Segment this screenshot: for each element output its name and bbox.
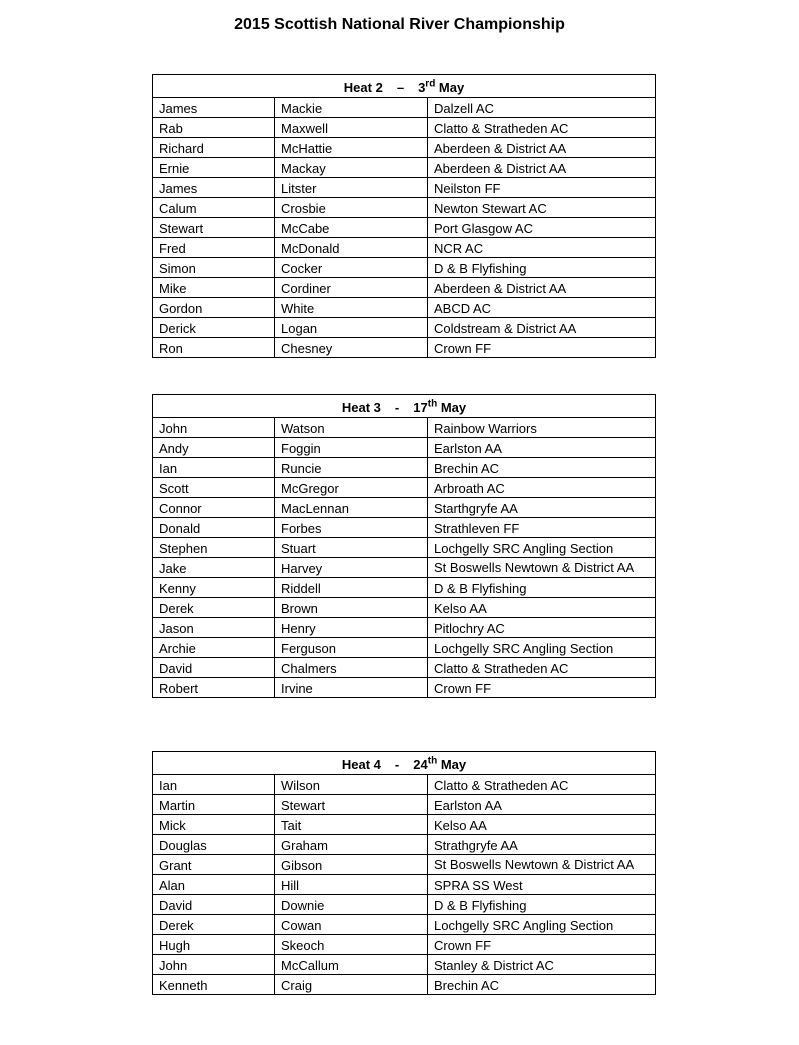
first-name-cell: Hugh: [153, 935, 275, 955]
table-row: [153, 338, 656, 358]
club-cell: Lochgelly SRC Angling Section: [428, 915, 656, 935]
table-row: [153, 278, 656, 298]
first-name-cell: Ian: [153, 775, 275, 795]
first-name-cell: Kenneth: [153, 975, 275, 995]
first-name-cell: Mike: [153, 278, 275, 298]
first-name-cell: Rab: [153, 118, 275, 138]
first-name-cell: James: [153, 98, 275, 118]
table-row: [153, 158, 656, 178]
surname-cell: McDonald: [275, 238, 428, 258]
table-row: [153, 178, 656, 198]
first-name-cell: Robert: [153, 678, 275, 698]
club-cell: Aberdeen & District AA: [428, 278, 656, 298]
first-name-cell: Derick: [153, 318, 275, 338]
first-name-cell: James: [153, 178, 275, 198]
first-name-cell: Mick: [153, 815, 275, 835]
first-name-cell: Grant: [153, 855, 275, 875]
table-row: [153, 538, 656, 558]
table-row: [153, 975, 656, 995]
first-name-cell: Kenny: [153, 578, 275, 598]
heat-header-row: [153, 395, 656, 418]
table-row: [153, 298, 656, 318]
table-row: [153, 198, 656, 218]
surname-cell: Watson: [275, 418, 428, 438]
heat-day: 24: [413, 757, 428, 772]
surname-cell: Harvey: [275, 558, 428, 578]
surname-cell: Forbes: [275, 518, 428, 538]
table-row: [153, 678, 656, 698]
table-row: [153, 875, 656, 895]
surname-cell: Stuart: [275, 538, 428, 558]
table-row: [153, 815, 656, 835]
table-row: [153, 258, 656, 278]
table-row: [153, 138, 656, 158]
first-name-cell: Jason: [153, 618, 275, 638]
surname-cell: Logan: [275, 318, 428, 338]
heat-day: 17: [413, 400, 428, 415]
surname-cell: Cordiner: [275, 278, 428, 298]
first-name-cell: Fred: [153, 238, 275, 258]
surname-cell: Cowan: [275, 915, 428, 935]
heat-month: May: [438, 80, 465, 95]
surname-cell: Skeoch: [275, 935, 428, 955]
heat-header-row: [153, 752, 656, 775]
club-cell: Pitlochry AC: [428, 618, 656, 638]
surname-cell: Runcie: [275, 458, 428, 478]
surname-cell: Graham: [275, 835, 428, 855]
first-name-cell: Martin: [153, 795, 275, 815]
table-row: [153, 98, 656, 118]
heat-day-ordinal: th: [427, 755, 438, 767]
table-row: [153, 498, 656, 518]
first-name-cell: John: [153, 955, 275, 975]
heat-separator: -: [394, 400, 400, 415]
heat-month: May: [440, 400, 467, 415]
table-row: [153, 835, 656, 855]
surname-cell: Litster: [275, 178, 428, 198]
table-row: [153, 578, 656, 598]
club-cell: Crown FF: [428, 338, 656, 358]
heat-header: [153, 395, 656, 418]
heat-month: May: [440, 757, 467, 772]
table-row: [153, 618, 656, 638]
surname-cell: White: [275, 298, 428, 318]
club-cell: Arbroath AC: [428, 478, 656, 498]
surname-cell: Foggin: [275, 438, 428, 458]
surname-cell: Irvine: [275, 678, 428, 698]
club-cell: Brechin AC: [428, 458, 656, 478]
table-row: [153, 795, 656, 815]
heat-day: 3: [418, 80, 426, 95]
surname-cell: Mackie: [275, 98, 428, 118]
first-name-cell: Derek: [153, 598, 275, 618]
club-cell: St Boswells Newtown & District AA: [428, 855, 656, 875]
surname-cell: Chesney: [275, 338, 428, 358]
surname-cell: Riddell: [275, 578, 428, 598]
club-cell: Starthgryfe AA: [428, 498, 656, 518]
club-cell: Clatto & Stratheden AC: [428, 118, 656, 138]
table-row: [153, 855, 656, 875]
club-cell: Crown FF: [428, 678, 656, 698]
club-cell: D & B Flyfishing: [428, 258, 656, 278]
club-cell: Crown FF: [428, 935, 656, 955]
surname-cell: Wilson: [275, 775, 428, 795]
club-cell: Clatto & Stratheden AC: [428, 658, 656, 678]
club-cell: Aberdeen & District AA: [428, 158, 656, 178]
table-row: [153, 915, 656, 935]
club-cell: Neilston FF: [428, 178, 656, 198]
first-name-cell: Simon: [153, 258, 275, 278]
surname-cell: Maxwell: [275, 118, 428, 138]
surname-cell: Craig: [275, 975, 428, 995]
first-name-cell: Scott: [153, 478, 275, 498]
table-row: [153, 218, 656, 238]
table-row: [153, 438, 656, 458]
first-name-cell: Stewart: [153, 218, 275, 238]
surname-cell: Crosbie: [275, 198, 428, 218]
heat-day-ordinal: th: [427, 398, 438, 410]
heat-header-row: [153, 75, 656, 98]
first-name-cell: Donald: [153, 518, 275, 538]
first-name-cell: Connor: [153, 498, 275, 518]
surname-cell: Brown: [275, 598, 428, 618]
club-cell: Earlston AA: [428, 438, 656, 458]
club-cell: Port Glasgow AC: [428, 218, 656, 238]
surname-cell: Mackay: [275, 158, 428, 178]
table-row: [153, 775, 656, 795]
club-cell: Kelso AA: [428, 815, 656, 835]
heat-header: [153, 752, 656, 775]
table-row: [153, 478, 656, 498]
surname-cell: Chalmers: [275, 658, 428, 678]
club-cell: Stanley & District AC: [428, 955, 656, 975]
surname-cell: McGregor: [275, 478, 428, 498]
club-cell: St Boswells Newtown & District AA: [428, 558, 656, 578]
heat-header: [153, 75, 656, 98]
club-cell: Strathleven FF: [428, 518, 656, 538]
club-cell: D & B Flyfishing: [428, 578, 656, 598]
club-cell: Coldstream & District AA: [428, 318, 656, 338]
club-cell: NCR AC: [428, 238, 656, 258]
surname-cell: McHattie: [275, 138, 428, 158]
heat-label: Heat 3: [341, 400, 381, 415]
table-row: [153, 458, 656, 478]
first-name-cell: David: [153, 658, 275, 678]
surname-cell: McCallum: [275, 955, 428, 975]
table-row: [153, 598, 656, 618]
surname-cell: Ferguson: [275, 638, 428, 658]
first-name-cell: Gordon: [153, 298, 275, 318]
heat-4-table: [152, 751, 656, 995]
document-title: 2015 Scottish National River Championship: [234, 16, 565, 33]
club-cell: Newton Stewart AC: [428, 198, 656, 218]
first-name-cell: Douglas: [153, 835, 275, 855]
club-cell: Dalzell AC: [428, 98, 656, 118]
club-cell: SPRA SS West: [428, 875, 656, 895]
heat-separator: –: [396, 80, 405, 95]
surname-cell: Cocker: [275, 258, 428, 278]
club-cell: D & B Flyfishing: [428, 895, 656, 915]
first-name-cell: Alan: [153, 875, 275, 895]
table-row: [153, 935, 656, 955]
first-name-cell: Andy: [153, 438, 275, 458]
surname-cell: Downie: [275, 895, 428, 915]
first-name-cell: John: [153, 418, 275, 438]
club-cell: Rainbow Warriors: [428, 418, 656, 438]
first-name-cell: Stephen: [153, 538, 275, 558]
first-name-cell: Jake: [153, 558, 275, 578]
first-name-cell: Ian: [153, 458, 275, 478]
club-cell: Lochgelly SRC Angling Section: [428, 638, 656, 658]
surname-cell: Stewart: [275, 795, 428, 815]
heat-label: Heat 2: [343, 80, 383, 95]
table-row: [153, 658, 656, 678]
table-row: [153, 518, 656, 538]
heat-separator: -: [394, 757, 400, 772]
first-name-cell: David: [153, 895, 275, 915]
club-cell: Brechin AC: [428, 975, 656, 995]
surname-cell: Gibson: [275, 855, 428, 875]
club-cell: Aberdeen & District AA: [428, 138, 656, 158]
surname-cell: McCabe: [275, 218, 428, 238]
club-cell: Lochgelly SRC Angling Section: [428, 538, 656, 558]
first-name-cell: Calum: [153, 198, 275, 218]
table-row: [153, 318, 656, 338]
table-row: [153, 118, 656, 138]
first-name-cell: Richard: [153, 138, 275, 158]
table-row: [153, 955, 656, 975]
surname-cell: MacLennan: [275, 498, 428, 518]
table-row: [153, 638, 656, 658]
club-cell: Clatto & Stratheden AC: [428, 775, 656, 795]
club-cell: Strathgryfe AA: [428, 835, 656, 855]
heat-day-ordinal: rd: [425, 78, 436, 90]
heat-3-table: [152, 394, 656, 698]
table-row: [153, 558, 656, 578]
first-name-cell: Derek: [153, 915, 275, 935]
table-row: [153, 895, 656, 915]
surname-cell: Henry: [275, 618, 428, 638]
table-row: [153, 418, 656, 438]
surname-cell: Hill: [275, 875, 428, 895]
table-row: [153, 238, 656, 258]
club-cell: Earlston AA: [428, 795, 656, 815]
surname-cell: Tait: [275, 815, 428, 835]
first-name-cell: Ron: [153, 338, 275, 358]
heat-2-table: [152, 74, 656, 358]
first-name-cell: Ernie: [153, 158, 275, 178]
club-cell: Kelso AA: [428, 598, 656, 618]
first-name-cell: Archie: [153, 638, 275, 658]
heat-label: Heat 4: [341, 757, 381, 772]
club-cell: ABCD AC: [428, 298, 656, 318]
